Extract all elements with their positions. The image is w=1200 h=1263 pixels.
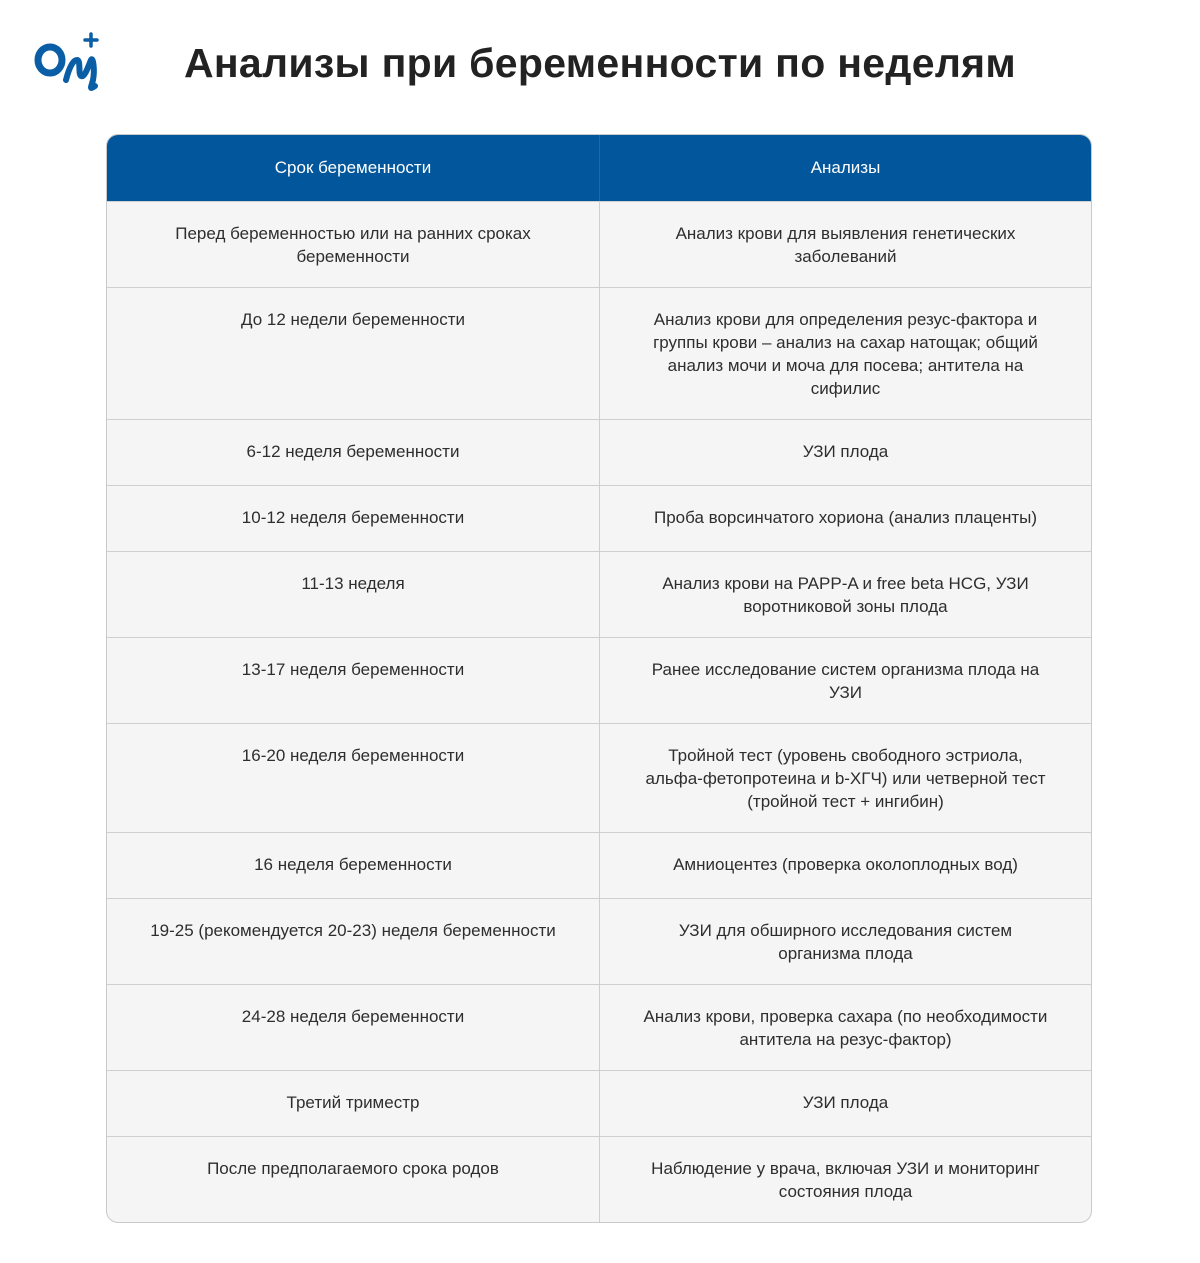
period-cell: Перед беременностью или на ранних сроках беременности — [175, 224, 531, 266]
pregnancy-tests-table — [106, 134, 1092, 1223]
tests-cell: Амниоцентез (проверка околоплодных вод) — [599, 833, 1091, 898]
tests-cell: Проба ворсинчатого хориона (анализ плаценты) — [599, 486, 1091, 551]
table-row — [107, 723, 1091, 832]
tests-cell: Анализ крови для определения резус-фактора и группы крови – анализ на сахар натощак; общий анализ мочи и моча для посева; антитела на сифилис — [599, 288, 1091, 419]
table-header — [107, 135, 1091, 201]
tests-cell: Анализ крови, проверка сахара (по необходимости антитела на резус-фактор) — [599, 985, 1091, 1070]
period-cell: После предполагаемого срока родов — [207, 1159, 499, 1178]
table-row — [107, 201, 1091, 287]
tests-cell: УЗИ для обширного исследования систем организма плода — [599, 899, 1091, 984]
tests-cell: Наблюдение у врача, включая УЗИ и мониторинг состояния плода — [599, 1137, 1091, 1222]
table-row — [107, 637, 1091, 723]
table-row — [107, 287, 1091, 419]
page-title: Анализы при беременности по неделям — [183, 40, 1017, 86]
period-cell: 6-12 неделя беременности — [246, 442, 460, 461]
tests-cell: Анализ крови для выявления генетических заболеваний — [599, 202, 1091, 287]
table-row — [107, 984, 1091, 1070]
tests-cell: Ранее исследование систем организма плода на УЗИ — [599, 638, 1091, 723]
tests-cell: УЗИ плода — [599, 1071, 1091, 1136]
table-row — [107, 551, 1091, 637]
period-cell: 11-13 неделя — [301, 574, 405, 593]
column-header-period: Срок беременности — [274, 158, 432, 177]
table-row — [107, 1070, 1091, 1136]
table-row — [107, 419, 1091, 485]
period-cell: 10-12 неделя беременности — [241, 508, 465, 527]
period-cell: До 12 недели беременности — [241, 310, 465, 329]
period-cell: 13-17 неделя беременности — [241, 660, 465, 679]
column-header-tests: Анализы — [599, 135, 1091, 201]
table-row — [107, 1136, 1091, 1222]
table-row — [107, 485, 1091, 551]
period-cell: 24-28 неделя беременности — [241, 1007, 465, 1026]
period-cell: 19-25 (рекомендуется 20-23) неделя беременности — [150, 921, 556, 940]
period-cell: Третий триместр — [286, 1093, 420, 1112]
tests-cell: Тройной тест (уровень свободного эстриола, альфа-фетопротеина и b-ХГЧ) или четверной тест (тройной тест + ингибин) — [599, 724, 1091, 832]
period-cell: 16 неделя беременности — [254, 855, 452, 874]
period-cell: 16-20 неделя беременности — [241, 746, 465, 765]
tests-cell: УЗИ плода — [599, 420, 1091, 485]
tests-cell: Анализ крови на PAPP-A и free beta HCG, УЗИ воротниковой зоны плода — [599, 552, 1091, 637]
table-row — [107, 832, 1091, 898]
table-row — [107, 898, 1091, 984]
